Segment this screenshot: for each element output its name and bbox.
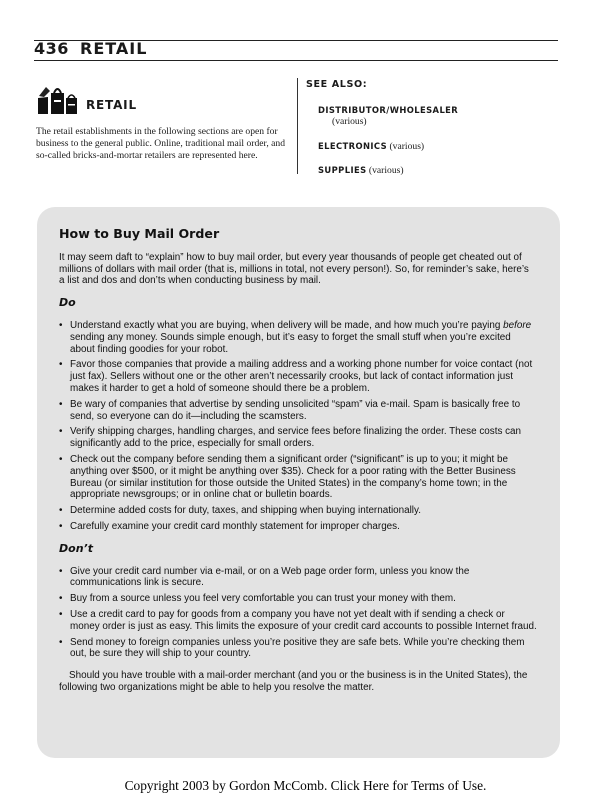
list-item: • Send money to foreign companies unless you’re positive they are safe bets. While you’re checking them out, be sure they will ship to your country. <box>59 637 537 661</box>
do-list <box>59 320 537 533</box>
intro-title: RETAIL <box>86 98 137 112</box>
list-item: • Be wary of companies that advertise by sending unsolicited “spam” via e-mail. Spam is basically free to send, so everyone can do it—including the scamsters. <box>59 399 537 423</box>
do-item-text: sending any money. Sounds simple enough, but it’s easy to forget the small stuff when you’re excited about finding goodies for your robot. <box>70 331 511 355</box>
list-item: • Favor those companies that provide a mailing address and a working phone number for voice contact (not just fax). Sellers without one or the other aren’t necessarily crooks, but lack of contact information just makes it harder to get a hold of someone should there be a problem. <box>59 359 537 394</box>
see-also-entry-note: (various) <box>389 141 425 152</box>
copyright-footer[interactable]: Copyright 2003 by Gordon McComb. Click Here for Terms of Use. <box>124 778 487 793</box>
see-also-heading: SEE ALSO: <box>306 79 368 90</box>
list-item: • Verify shipping charges, handling charges, and service fees before finalizing the order. These costs can significantly add to the price, especially for small orders. <box>59 426 537 450</box>
see-also-entry-note: (various) <box>332 116 367 127</box>
do-item-emphasis: before <box>503 319 532 331</box>
sidebar-intro: It may seem daft to “explain” how to buy mail order, but every year thousands of people get cheated out of millions of dollars with mail order (that is, millions in total, not every person!). So, for reminder’s sake, here’s a list and dos and don’ts when conducting business by mail. <box>59 251 529 287</box>
page-header <box>34 34 558 60</box>
dont-heading: Don’t <box>59 541 93 555</box>
header-bottom-rule <box>34 60 558 61</box>
list-item: • Buy from a source unless you feel very comfortable you can trust your money with them. <box>59 593 537 605</box>
shopping-bag-icon <box>36 84 80 116</box>
column-divider <box>297 78 298 174</box>
list-item: • Determine added costs for duty, taxes, and shipping when buying internationally. <box>59 505 537 517</box>
page-number: 436 <box>34 39 69 58</box>
list-item: • Use a credit card to pay for goods from a company you have not yet dealt with if sending a check or money order is just as easy. This limits the exposure of your credit card accounts to possible Internet fraud. <box>59 609 537 633</box>
see-also-entry-note: (various) <box>368 165 404 176</box>
list-item: • Give your credit card number via e-mail, or on a Web page order form, unless you know the communications link is secure. <box>59 566 537 590</box>
see-also-entry[interactable] <box>318 164 404 177</box>
see-also-entry-name: ELECTRONICS <box>318 141 388 151</box>
see-also-entry[interactable] <box>318 140 424 153</box>
mail-order-sidebar <box>37 207 560 758</box>
sidebar-closing: Should you have trouble with a mail-order merchant (and you or the business is in the United States), the following two organizations might be able to help you resolve the matter. <box>59 670 528 693</box>
dont-list <box>59 566 537 661</box>
do-heading: Do <box>59 296 76 310</box>
see-also-entry-name: DISTRIBUTOR/WHOLESALER <box>318 105 459 115</box>
list-item: • Check out the company before sending them a significant order (“significant” is up to you; it might be anything over $500, or it might be anything over $35). Check for a poor rating with the Better Business Bureau (or similar institution for those outside the United States) in the company’s home town; in the appropriate newsgroups; or in online chat or bulletin boards. <box>59 454 537 501</box>
list-item <box>59 320 537 355</box>
intro-description: The retail establishments in the following sections are open for business to the general public. Online, traditional mail order, and so-called bricks-and-mortar retailers are represented here. <box>36 126 285 162</box>
do-item-text: Understand exactly what you are buying, when delivery will be made, and how much you’re paying <box>70 319 504 331</box>
see-also <box>306 79 566 176</box>
see-also-entry[interactable] <box>318 104 458 128</box>
list-item: • Carefully examine your credit card monthly statement for improper charges. <box>59 521 537 533</box>
see-also-entry-name: SUPPLIES <box>318 165 367 175</box>
sidebar-title: How to Buy Mail Order <box>59 226 220 241</box>
section-title: RETAIL <box>80 39 148 58</box>
